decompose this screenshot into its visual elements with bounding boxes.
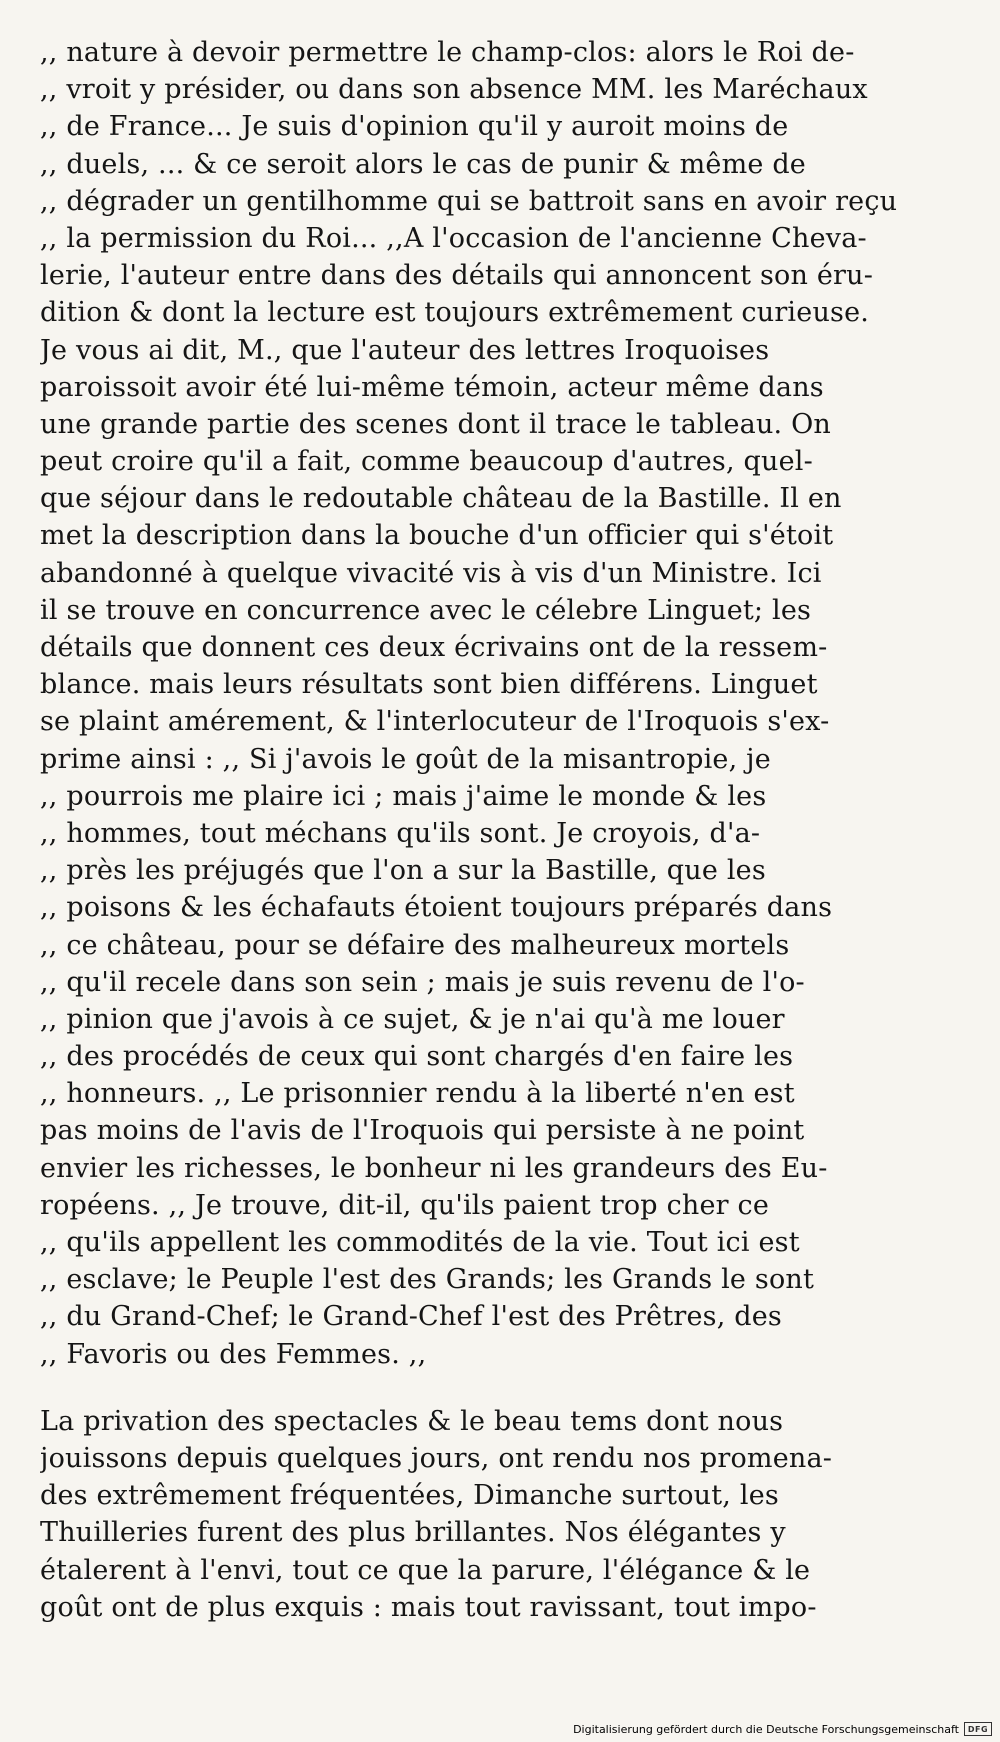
text-line: une grande partie des scenes dont il trace le tableau. On [40,408,832,440]
text-line: ,, pourrois me plaire ici ; mais j'aime le monde & les [40,780,767,812]
text-line: peut croire qu'il a fait, comme beaucoup d'autres, quel- [40,446,813,478]
paragraph [40,332,975,1373]
footer-credit [573,1722,992,1736]
text-line: ropéens. ,, Je trouve, dit-il, qu'ils paient trop cher ce [40,1189,770,1221]
text-line: ,, poisons & les échafauts étoient toujours préparés dans [40,892,833,924]
text-line: lerie, l'auteur entre dans des détails qui annoncent son éru- [40,260,874,292]
paragraph [40,34,975,332]
text-line: La privation des spectacles & le beau tems dont nous [40,1405,784,1437]
text-line: blance. mais leurs résultats sont bien différens. Linguet [40,669,818,701]
text-line: ,, hommes, tout méchans qu'ils sont. Je croyois, d'a- [40,817,761,849]
text-line: ,, Favoris ou des Femmes. ,, [40,1338,427,1370]
text-line: ,, de France... Je suis d'opinion qu'il y auroit moins de [40,111,789,143]
text-line: ,, dégrader un gentilhomme qui se battroit sans en avoir reçu [40,185,898,217]
text-line: jouissons depuis quelques jours, ont rendu nos promena- [40,1442,833,1474]
text-line: ,, duels, ... & ce seroit alors le cas de punir & même de [40,148,806,180]
text-line: ,, des procédés de ceux qui sont chargés d'en faire les [40,1041,794,1073]
text-line: ,, qu'il recele dans son sein ; mais je suis revenu de l'o- [40,966,805,998]
text-line: ,, pinion que j'avois à ce sujet, & je n'ai qu'à me louer [40,1003,785,1035]
text-line: dition & dont la lecture est toujours extrêmement curieuse. [40,297,870,329]
text-line: ,, la permission du Roi... ,,A l'occasion de l'ancienne Cheva- [40,222,867,254]
text-line: que séjour dans le redoutable château de la Bastille. Il en [40,483,842,515]
paragraph [40,1403,975,1626]
text-line: ,, esclave; le Peuple l'est des Grands; les Grands le sont [40,1264,815,1296]
text-line: détails que donnent ces deux écrivains ont de la ressem- [40,632,828,663]
text-line: envier les richesses, le bonheur ni les grandeurs des Eu- [40,1152,828,1184]
text-line: pas moins de l'avis de l'Iroquois qui persiste à ne point [40,1115,805,1147]
text-line: des extrêmement fréquentées, Dimanche surtout, les [40,1480,779,1512]
text-line: ,, du Grand-Chef; le Grand-Chef l'est des Prêtres, des [40,1301,782,1333]
text-line: il se trouve en concurrence avec le célebre Linguet; les [40,594,812,626]
text-line: goût ont de plus exquis : mais tout ravissant, tout impo- [40,1591,817,1623]
text-line: ,, près les préjugés que l'on a sur la Bastille, que les [40,855,766,887]
text-line: met la description dans la bouche d'un officier qui s'étoit [40,520,834,552]
paragraph-gap [40,1373,975,1403]
text-line: étalerent à l'envi, tout ce que la parure, l'élégance & le [40,1554,811,1586]
text-body [40,34,975,1626]
text-line: ,, vroit y présider, ou dans son absence MM. les Maréchaux [40,74,868,106]
text-line: prime ainsi : ,, Si j'avois le goût de la misantropie, je [40,743,771,775]
text-line: ,, ce château, pour se défaire des malheureux mortels [40,929,790,961]
text-line: paroissoit avoir été lui-même témoin, acteur même dans [40,371,824,403]
text-line: se plaint amérement, & l'interlocuteur de l'Iroquois s'ex- [40,706,830,738]
footer-text: Digitalisierung gefördert durch die Deutsche Forschungsgemeinschaft [573,1722,959,1736]
dfg-logo: DFG [964,1722,992,1736]
text-line: ,, honneurs. ,, Le prisonnier rendu à la liberté n'en est [40,1078,795,1110]
text-line: Je vous ai dit, M., que l'auteur des lettres Iroquoises [40,334,770,366]
text-line: ,, nature à devoir permettre le champ-clos: alors le Roi de- [40,37,855,68]
text-line: abandonné à quelque vivacité vis à vis d'un Ministre. Ici [40,557,822,589]
text-line: Thuilleries furent des plus brillantes. Nos élégantes y [40,1517,786,1549]
text-line: ,, qu'ils appellent les commodités de la vie. Tout ici est [40,1227,800,1258]
